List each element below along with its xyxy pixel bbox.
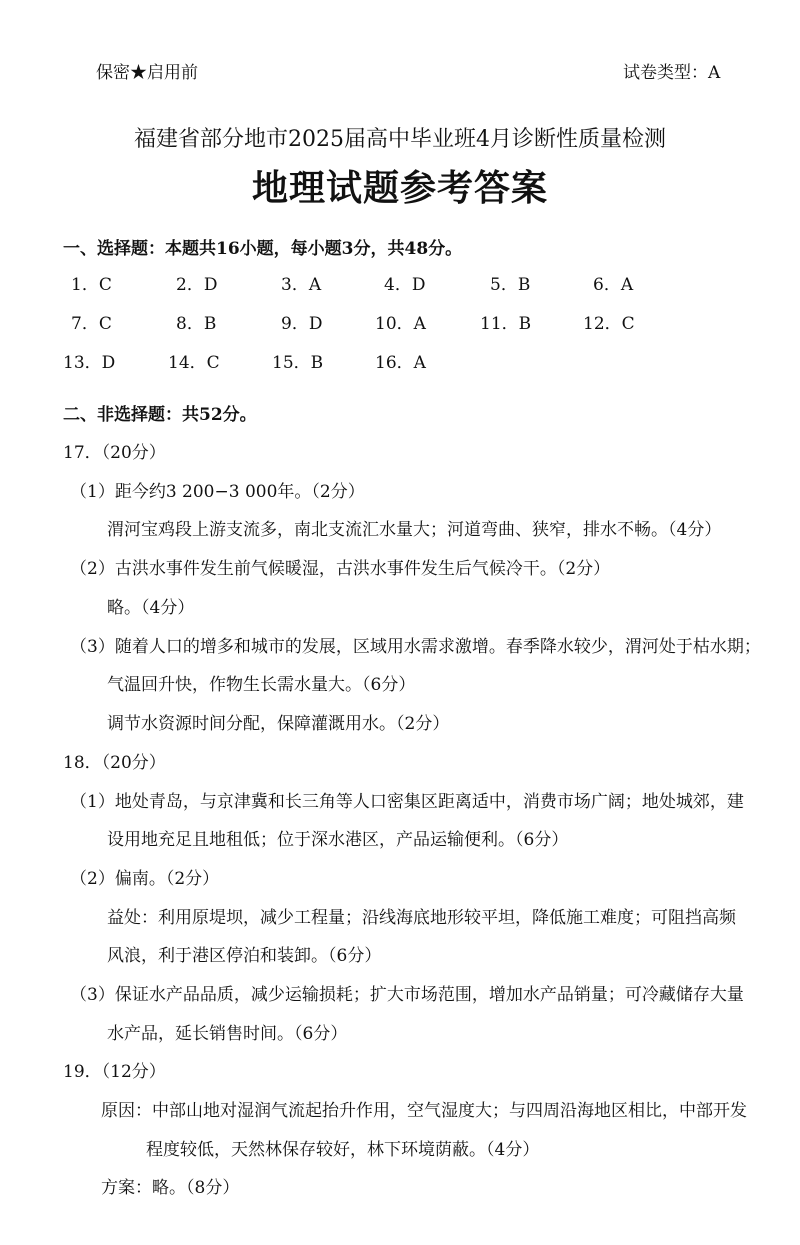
answer-item: 3．A xyxy=(281,275,322,295)
page-title: 地理试题参考答案 xyxy=(251,167,548,209)
answer-item: 2．D xyxy=(176,275,218,295)
q18-part3-line: 水产品，延长销售时间。（6分） xyxy=(107,1024,348,1044)
answer-item: 7．C xyxy=(71,314,112,334)
q17-part3-line: 气温回升快，作物生长需水量大。（6分） xyxy=(107,675,416,695)
q17-part2-line: 略。（4分） xyxy=(107,598,195,618)
q18-part1-line: （1）地处青岛，与京津冀和长三角等人口密集区距离适中，消费市场广阔；地处城郊，建 xyxy=(70,792,744,812)
section2-heading: 二、非选择题：共52分。 xyxy=(63,405,257,425)
q19-reason-line: 原因：中部山地对湿润气流起抬升作用，空气湿度大；与四周沿海地区相比，中部开发 xyxy=(101,1101,747,1121)
answer-item: 12．C xyxy=(583,314,635,334)
q19-reason-line: 程度较低，天然林保存较好，林下环境荫蔽。（4分） xyxy=(146,1140,540,1160)
q17-part3-line: 调节水资源时间分配，保障灌溉用水。（2分） xyxy=(107,714,450,734)
answer-item: 1．C xyxy=(71,275,112,295)
exam-subtitle: 福建省部分地市2025届高中毕业班4月诊断性质量检测 xyxy=(134,127,666,152)
q17-part1-line: （1）距今约3 200−3 000年。（2分） xyxy=(70,482,365,502)
answer-item: 4．D xyxy=(384,275,426,295)
confidential-label: 保密★启用前 xyxy=(96,63,198,83)
q17-part2-line: （2）古洪水事件发生前气候暖湿，古洪水事件发生后气候冷干。（2分） xyxy=(70,559,611,579)
q17-part1-line: 渭河宝鸡段上游支流多，南北支流汇水量大；河道弯曲、狭窄，排水不畅。（4分） xyxy=(107,520,722,540)
answer-item: 6．A xyxy=(593,275,634,295)
q19-label: 19．（12分） xyxy=(63,1062,166,1082)
answer-item: 5．B xyxy=(490,275,531,295)
q19-plan-line: 方案：略。（8分） xyxy=(101,1178,240,1198)
q18-label: 18．（20分） xyxy=(63,753,166,773)
paper-type-label: 试卷类型：A xyxy=(623,63,721,83)
answer-item: 10．A xyxy=(375,314,426,334)
answer-item: 11．B xyxy=(480,314,532,334)
q17-part3-line: （3）随着人口的增多和城市的发展，区域用水需求激增。春季降水较少，渭河处于枯水期； xyxy=(70,637,761,657)
q18-part2-line: 益处：利用原堤坝，减少工程量；沿线海底地形较平坦，降低施工难度；可阻挡高频 xyxy=(107,908,736,928)
answer-item: 16．A xyxy=(375,353,426,373)
answer-item: 9．D xyxy=(281,314,323,334)
section1-heading: 一、选择题：本题共16小题，每小题3分，共48分。 xyxy=(63,239,463,259)
q18-part2-line: 风浪，利于港区停泊和装卸。（6分） xyxy=(107,946,382,966)
q18-part1-line: 设用地充足且地租低；位于深水港区，产品运输便利。（6分） xyxy=(107,830,569,850)
answer-item: 14．C xyxy=(168,353,220,373)
q18-part2-line: （2）偏南。（2分） xyxy=(70,869,220,889)
answer-item: 8．B xyxy=(176,314,217,334)
answer-item: 13．D xyxy=(63,353,116,373)
answer-item: 15．B xyxy=(272,353,324,373)
q18-part3-line: （3）保证水产品品质，减少运输损耗；扩大市场范围，增加水产品销量；可冷藏储存大量 xyxy=(70,985,744,1005)
q17-label: 17．（20分） xyxy=(63,443,166,463)
